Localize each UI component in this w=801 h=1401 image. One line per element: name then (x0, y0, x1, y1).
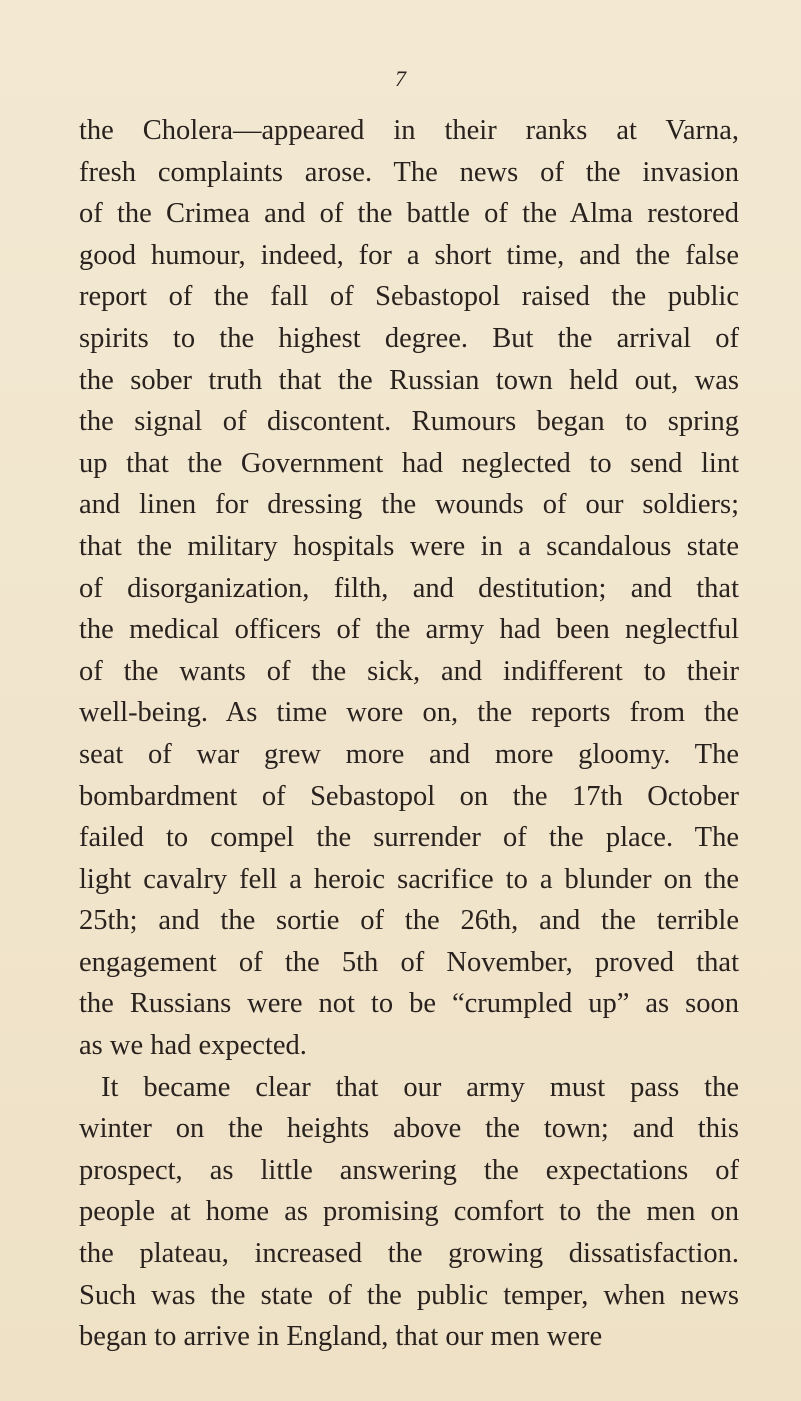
text-line: of disorganization, filth, and destitution; and that (79, 572, 739, 604)
text-line: the Russians were not to be “crumpled up” as soon (79, 988, 739, 1020)
text-line: that the military hospitals were in a scandalous state (79, 530, 739, 562)
text-line: spirits to the highest degree. But the arrival of (79, 322, 739, 354)
text-line: bombardment of Sebastopol on the 17th October (79, 780, 739, 812)
text-line: the sober truth that the Russian town held out, was (79, 364, 739, 396)
text-line: Such was the state of the public temper, when news (79, 1279, 739, 1311)
text-line: of the Crimea and of the battle of the Alma restored (79, 198, 739, 230)
text-line: of the wants of the sick, and indifferent to their (79, 655, 739, 687)
text-line: prospect, as little answering the expectations of (79, 1154, 739, 1186)
text-line: the plateau, increased the growing dissatisfaction. (79, 1238, 739, 1270)
paragraph-2 (79, 1067, 739, 1358)
text-line: fresh complaints arose. The news of the invasion (79, 156, 739, 188)
text-line: began to arrive in England, that our men were (79, 1321, 603, 1353)
text-line: as we had expected. (79, 1030, 307, 1062)
paragraph-1 (79, 110, 739, 1067)
text-line: the medical officers of the army had been neglectful (79, 614, 739, 646)
text-line: seat of war grew more and more gloomy. The (79, 738, 739, 770)
text-line: the Cholera—appeared in their ranks at Varna, (79, 115, 739, 146)
text-line: engagement of the 5th of November, proved that (79, 946, 739, 978)
text-line: the signal of discontent. Rumours began to spring (79, 406, 739, 438)
text-line: failed to compel the surrender of the place. The (79, 822, 739, 854)
text-line: It became clear that our army must pass the (101, 1071, 739, 1103)
page-number: 7 (395, 66, 406, 91)
body-text (79, 110, 739, 1358)
text-line: people at home as promising comfort to the men on (79, 1196, 739, 1228)
text-line: report of the fall of Sebastopol raised the public (79, 281, 739, 313)
text-line: and linen for dressing the wounds of our soldiers; (79, 489, 739, 521)
text-line: well-being. As time wore on, the reports from the (79, 697, 739, 729)
text-line: up that the Government had neglected to send lint (79, 447, 739, 479)
text-line: light cavalry fell a heroic sacrifice to a blunder on the (79, 863, 739, 895)
text-line: winter on the heights above the town; and this (79, 1113, 739, 1145)
text-line: good humour, indeed, for a short time, and the false (79, 239, 739, 271)
text-line: 25th; and the sortie of the 26th, and the terrible (79, 905, 739, 937)
